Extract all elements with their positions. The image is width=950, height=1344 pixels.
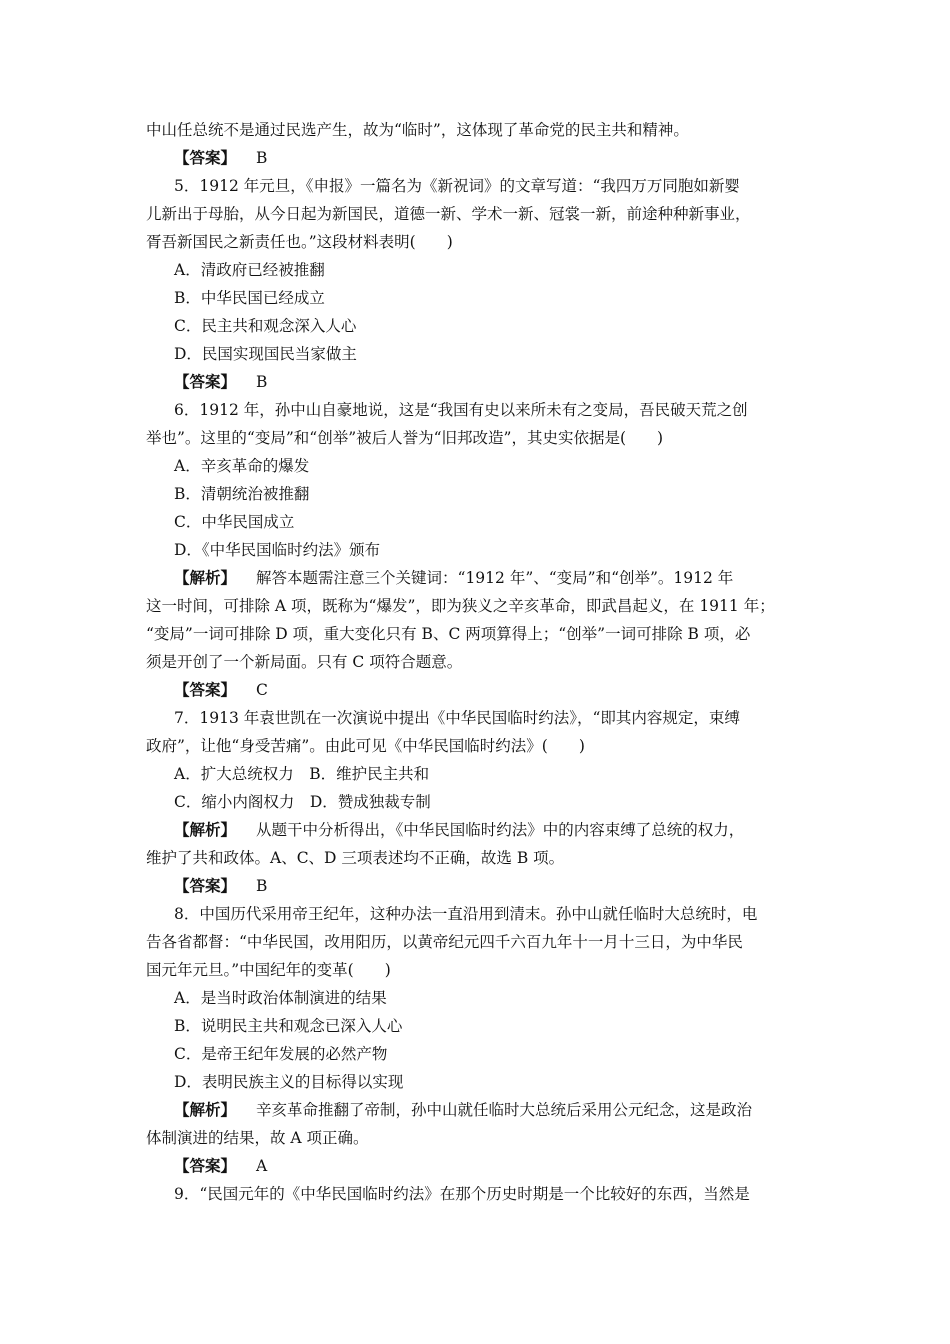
question-6-line: 6．1912 年，孙中山自豪地说，这是“我国有史以来所未有之变局，吾民破天荒之创: [174, 401, 748, 419]
answer-tag: 【答案】: [174, 1156, 237, 1175]
answer-tag: 【答案】: [174, 148, 237, 167]
answer-line: [174, 372, 267, 392]
analysis-text: 解答本题需注意三个关键词：“1912 年”、“变局”和“创举”。1912 年: [256, 569, 734, 587]
analysis-tag: 【解析】: [174, 1100, 237, 1119]
option-a: A．清政府已经被推翻: [174, 261, 325, 279]
analysis-line: [174, 568, 733, 588]
answer-value: B: [256, 149, 268, 167]
text-line: 胥吾新国民之新责任也。”这段材料表明( ): [146, 233, 453, 251]
answer-line: [174, 1156, 267, 1176]
option-b: B．清朝统治被推翻: [174, 485, 310, 503]
analysis-tag: 【解析】: [174, 568, 237, 587]
answer-tag: 【答案】: [174, 876, 237, 895]
answer-tag: 【答案】: [174, 372, 237, 391]
option-a: A．是当时政治体制演进的结果: [174, 989, 387, 1007]
answer-value: B: [256, 877, 268, 895]
answer-value: C: [256, 681, 268, 699]
text-line: 维护了共和政体。A、C、D 三项表述均不正确，故选 B 项。: [146, 849, 565, 867]
option-row: A．扩大总统权力 B．维护民主共和: [174, 765, 430, 783]
analysis-text: 从题干中分析得出，《中华民国临时约法》中的内容束缚了总统的权力，: [256, 821, 745, 839]
text-line: “变局”一词可排除 D 项，重大变化只有 B、C 两项算得上；“创举”一词可排除 B 项，必: [146, 625, 751, 643]
question-7-line: 7．1913 年袁世凯在一次演说中提出《中华民国临时约法》，“即其内容规定，束缚: [174, 709, 740, 727]
text-line: 体制演进的结果，故 A 项正确。: [146, 1129, 369, 1147]
option-d: D．表明民族主义的目标得以实现: [174, 1073, 404, 1091]
analysis-text: 辛亥革命推翻了帝制，孙中山就任临时大总统后采用公元纪念，这是政治: [256, 1101, 753, 1119]
option-c: C．中华民国成立: [174, 513, 295, 531]
text-line: 告各省都督：“中华民国，改用阳历，以黄帝纪元四千六百九年十一月十三日，为中华民: [146, 933, 743, 951]
option-d: D．《中华民国临时约法》颁布: [174, 541, 381, 559]
option-b: B．中华民国已经成立: [174, 289, 325, 307]
text-line: 中山任总统不是通过民选产生，故为“临时”，这体现了革命党的民主共和精神。: [146, 121, 689, 139]
text-line: 政府”，让他“身受苦痛”。由此可见《中华民国临时约法》( ): [146, 737, 585, 755]
text-line: 国元年元旦。”中国纪年的变革( ): [146, 961, 391, 979]
answer-value: A: [256, 1157, 268, 1175]
analysis-tag: 【解析】: [174, 820, 237, 839]
text-line: 这一时间，可排除 A 项，既称为“爆发”，即为狭义之辛亥革命，即武昌起义，在 1911 年；: [146, 597, 775, 615]
option-b: B．说明民主共和观念已深入人心: [174, 1017, 403, 1035]
option-c: C．民主共和观念深入人心: [174, 317, 357, 335]
text-line: 儿新出于母胎，从今日起为新国民，道德一新、学术一新、冠裳一新，前途种种新事业，: [146, 205, 751, 223]
answer-line: [174, 876, 267, 896]
question-8-line: 8．中国历代采用帝王纪年，这种办法一直沿用到清末。孙中山就任临时大总统时，电: [174, 905, 758, 923]
answer-line: [174, 680, 268, 700]
question-9-line: 9．“民国元年的《中华民国临时约法》在那个历史时期是一个比较好的东西，当然是: [174, 1185, 750, 1203]
option-c: C．是帝王纪年发展的必然产物: [174, 1045, 388, 1063]
answer-value: B: [256, 373, 268, 391]
question-5-line: 5．1912 年元旦，《申报》一篇名为《新祝词》的文章写道：“我四万万同胞如新婴: [174, 177, 740, 195]
answer-line: [174, 148, 267, 168]
option-row: C．缩小内阁权力 D．赞成独裁专制: [174, 793, 431, 811]
analysis-line: [174, 1100, 752, 1120]
analysis-line: [174, 820, 744, 840]
text-line: 须是开创了一个新局面。只有 C 项符合题意。: [146, 653, 463, 671]
option-d: D．民国实现国民当家做主: [174, 345, 357, 363]
option-a: A．辛亥革命的爆发: [174, 457, 310, 475]
text-line: 举也”。这里的“变局”和“创举”被后人誉为“旧邦改造”，其史实依据是( ): [146, 429, 664, 447]
answer-tag: 【答案】: [174, 680, 237, 699]
